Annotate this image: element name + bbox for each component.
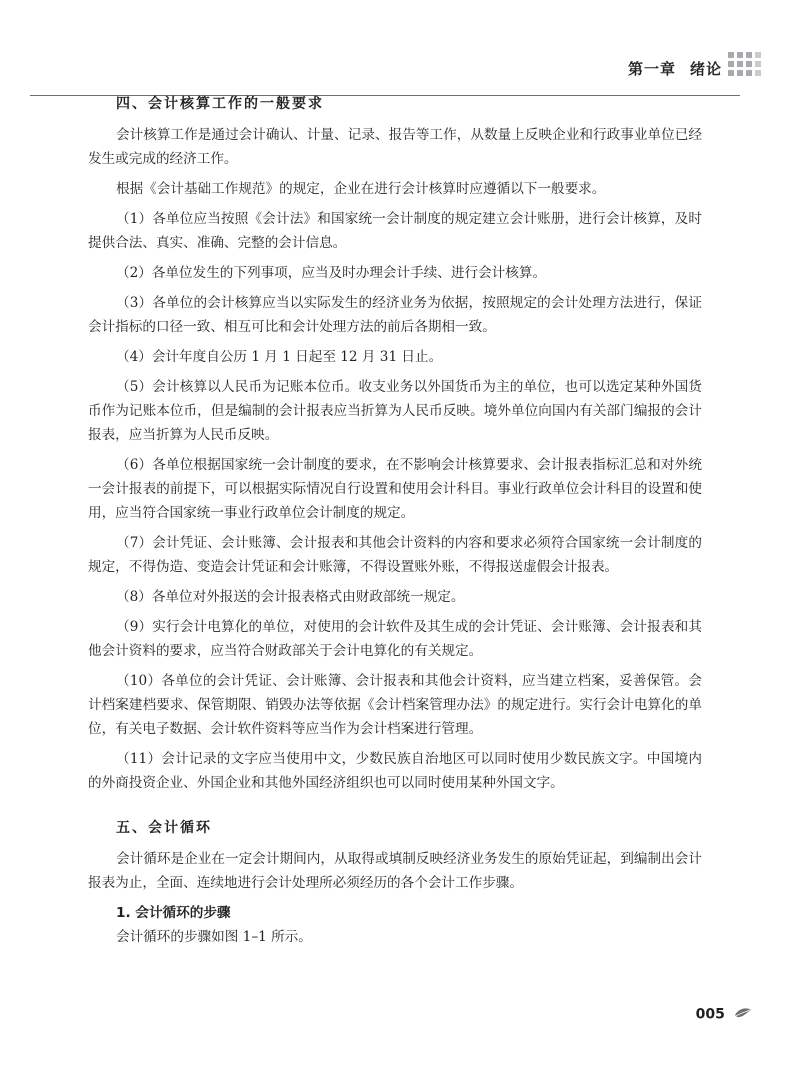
chapter-title: 绪论 xyxy=(689,60,722,78)
subsection-heading: 1. 会计循环的步骤 xyxy=(116,905,231,921)
paragraph: （11）会计记录的文字应当使用中文，少数民族自治地区可以同时使用少数民族文字。中国境内的外商投资企业、外国企业和其他外国经济组织也可以同时使用某种外国文字。 xyxy=(88,751,702,791)
leaf-icon xyxy=(734,1005,752,1024)
page-body xyxy=(88,93,702,955)
paragraph: （8）各单位对外报送的会计报表格式由财政部统一规定。 xyxy=(116,589,465,605)
paragraph: （10）各单位的会计凭证、会计账簿、会计报表和其他会计资料，应当建立档案，妥善保管。会计档案建档要求、保管期限、销毁办法等依据《会计档案管理办法》的规定进行。实行会计电算化的单位，有关电子数据、会计软件资料等应当作为会计档案进行管理。 xyxy=(88,673,702,737)
paragraph: （5）会计核算以人民币为记账本位币。收支业务以外国货币为主的单位，也可以选定某种外国货币作为记账本位币，但是编制的会计报表应当折算为人民币反映。境外单位向国内有关部门编报的会计报表，应当折算为人民币反映。 xyxy=(88,379,702,443)
page-footer xyxy=(696,1004,752,1028)
page-number: 005 xyxy=(695,1006,725,1023)
paragraph: （9）实行会计电算化的单位，对使用的会计软件及其生成的会计凭证、会计账簿、会计报表和其他会计资料的要求，应当符合财政部关于会计电算化的有关规定。 xyxy=(88,619,702,659)
paragraph: 会计核算工作是通过会计确认、计量、记录、报告等工作，从数量上反映企业和行政事业单位已经发生或完成的经济工作。 xyxy=(88,127,702,167)
decorative-squares-icon xyxy=(728,50,762,80)
paragraph: （6）各单位根据国家统一会计制度的要求，在不影响会计核算要求、会计报表指标汇总和对外统一会计报表的前提下，可以根据实际情况自行设置和使用会计科目。事业行政单位会计科目的设置和使用，应当符合国家统一事业行政单位会计制度的规定。 xyxy=(88,457,702,521)
running-header xyxy=(30,50,740,90)
paragraph: 根据《会计基础工作规范》的规定，企业在进行会计核算时应遵循以下一般要求。 xyxy=(116,181,606,197)
paragraph: （4）会计年度自公历 1 月 1 日起至 12 月 31 日止。 xyxy=(116,349,443,365)
section-heading-5: 五、会计循环 xyxy=(116,820,212,836)
paragraph: （7）会计凭证、会计账簿、会计报表和其他会计资料的内容和要求必须符合国家统一会计制度的规定，不得伪造、变造会计凭证和会计账簿，不得设置账外账，不得报送虚假会计报表。 xyxy=(88,535,702,575)
paragraph: （3）各单位的会计核算应当以实际发生的经济业务为依据，按照规定的会计处理方法进行，保证会计指标的口径一致、相互可比和会计处理方法的前后各期相一致。 xyxy=(88,295,702,335)
paragraph: 会计循环是企业在一定会计期间内，从取得或填制反映经济业务发生的原始凭证起，到编制出会计报表为止，全面、连续地进行会计处理所必须经历的各个会计工作步骤。 xyxy=(88,851,702,891)
chapter-heading xyxy=(628,58,722,79)
paragraph: （1）各单位应当按照《会计法》和国家统一会计制度的规定建立会计账册，进行会计核算，及时提供合法、真实、准确、完整的会计信息。 xyxy=(88,211,702,251)
paragraph: 会计循环的步骤如图 1–1 所示。 xyxy=(116,929,312,945)
paragraph: （2）各单位发生的下列事项，应当及时办理会计手续、进行会计核算。 xyxy=(116,265,547,281)
chapter-label: 第一章 xyxy=(627,60,676,78)
section-heading-4: 四、会计核算工作的一般要求 xyxy=(116,96,324,112)
